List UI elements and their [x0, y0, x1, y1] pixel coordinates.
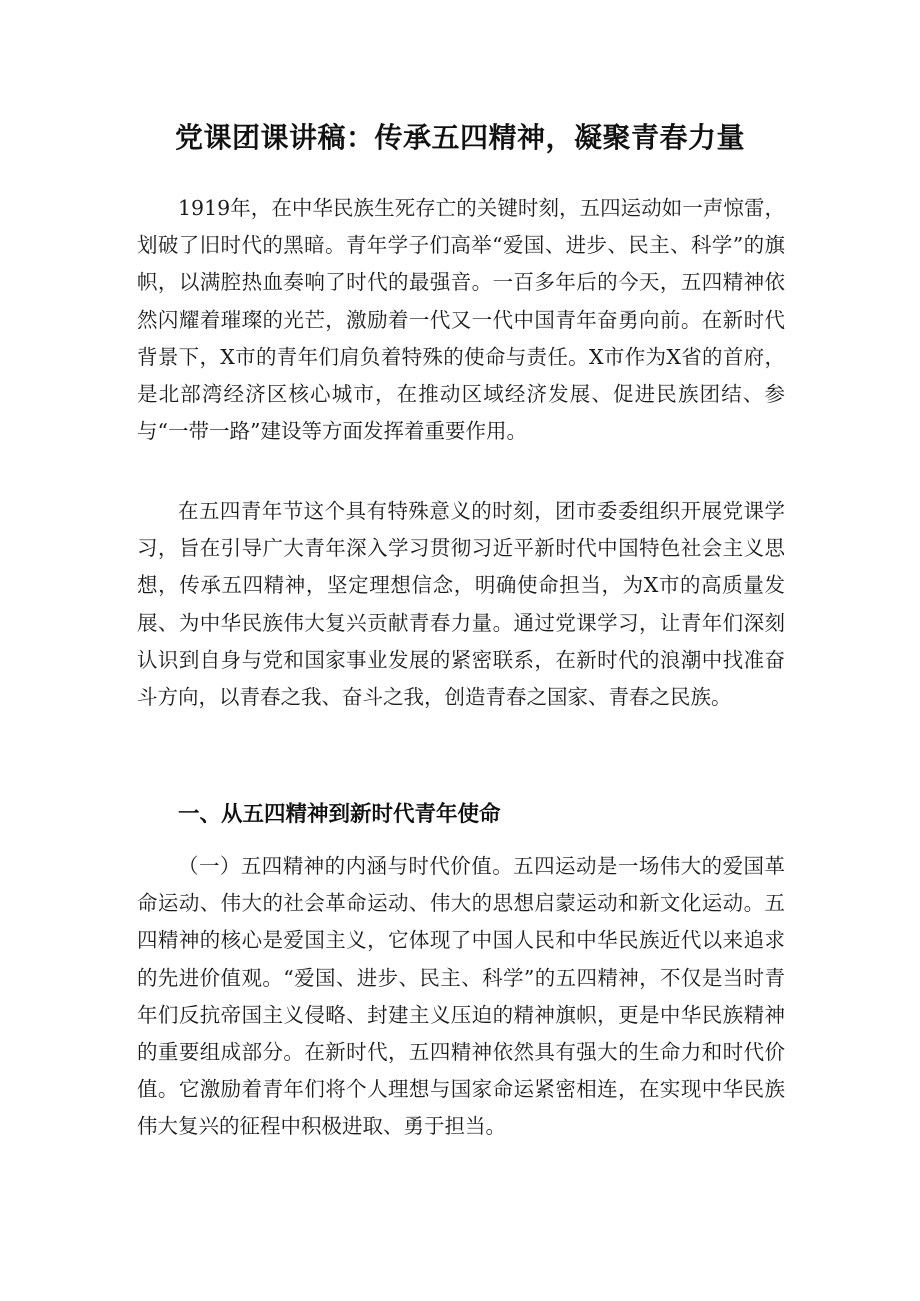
section-1-paragraph: （一）五四精神的内涵与时代价值。五四运动是一场伟大的爱国革命运动、伟大的社会革命运动、伟大的思想启蒙运动和新文化运动。五四精神的核心是爱国主义，它体现了中国人民和中华民族近代以来追求的先进价值观。“爱国、进步、民主、科学”的五四精神，不仅是当时青年们反抗帝国主义侵略、封建主义压迫的精神旗帜，更是中华民族精神的重要组成部分。在新时代，五四精神依然具有强大的生命力和时代价值。它激励着青年们将个人理想与国家命运紧密相连，在实现中华民族伟大复兴的征程中积极进取、勇于担当。	[137, 854, 785, 1139]
document-title: 党课团课讲稿：传承五四精神，凝聚青春力量	[174, 121, 745, 154]
intro-paragraph-2: 在五四青年节这个具有特殊意义的时刻，团市委委组织开展党课学习，旨在引导广大青年深入学习贯彻习近平新时代中国特色社会主义思想，传承五四精神，坚定理想信念，明确使命担当，为X市的高质量发展、为中华民族伟大复兴贡献青春力量。通过党课学习，让青年们深刻认识到自身与党和国家事业发展的紧密联系，在新时代的浪潮中找准奋斗方向，以青春之我、奋斗之我，创造青春之国家、青春之民族。	[137, 499, 785, 710]
intro-paragraph-1: 1919年，在中华民族生死存亡的关键时刻，五四运动如一声惊雷，划破了旧时代的黑暗。青年学子们高举“爱国、进步、民主、科学”的旗帜，以满腔热血奏响了时代的最强音。一百多年后的今天，五四精神依然闪耀着璀璨的光芒，激励着一代又一代中国青年奋勇向前。在新时代背景下，X市的青年们肩负着特殊的使命与责任。X市作为X省的首府，是北部湾经济区核心城市，在推动区域经济发展、促进民族团结、参与“一带一路”建设等方面发挥着重要作用。	[137, 196, 785, 444]
section-1-heading: 一、从五四精神到新时代青年使命	[178, 802, 501, 827]
